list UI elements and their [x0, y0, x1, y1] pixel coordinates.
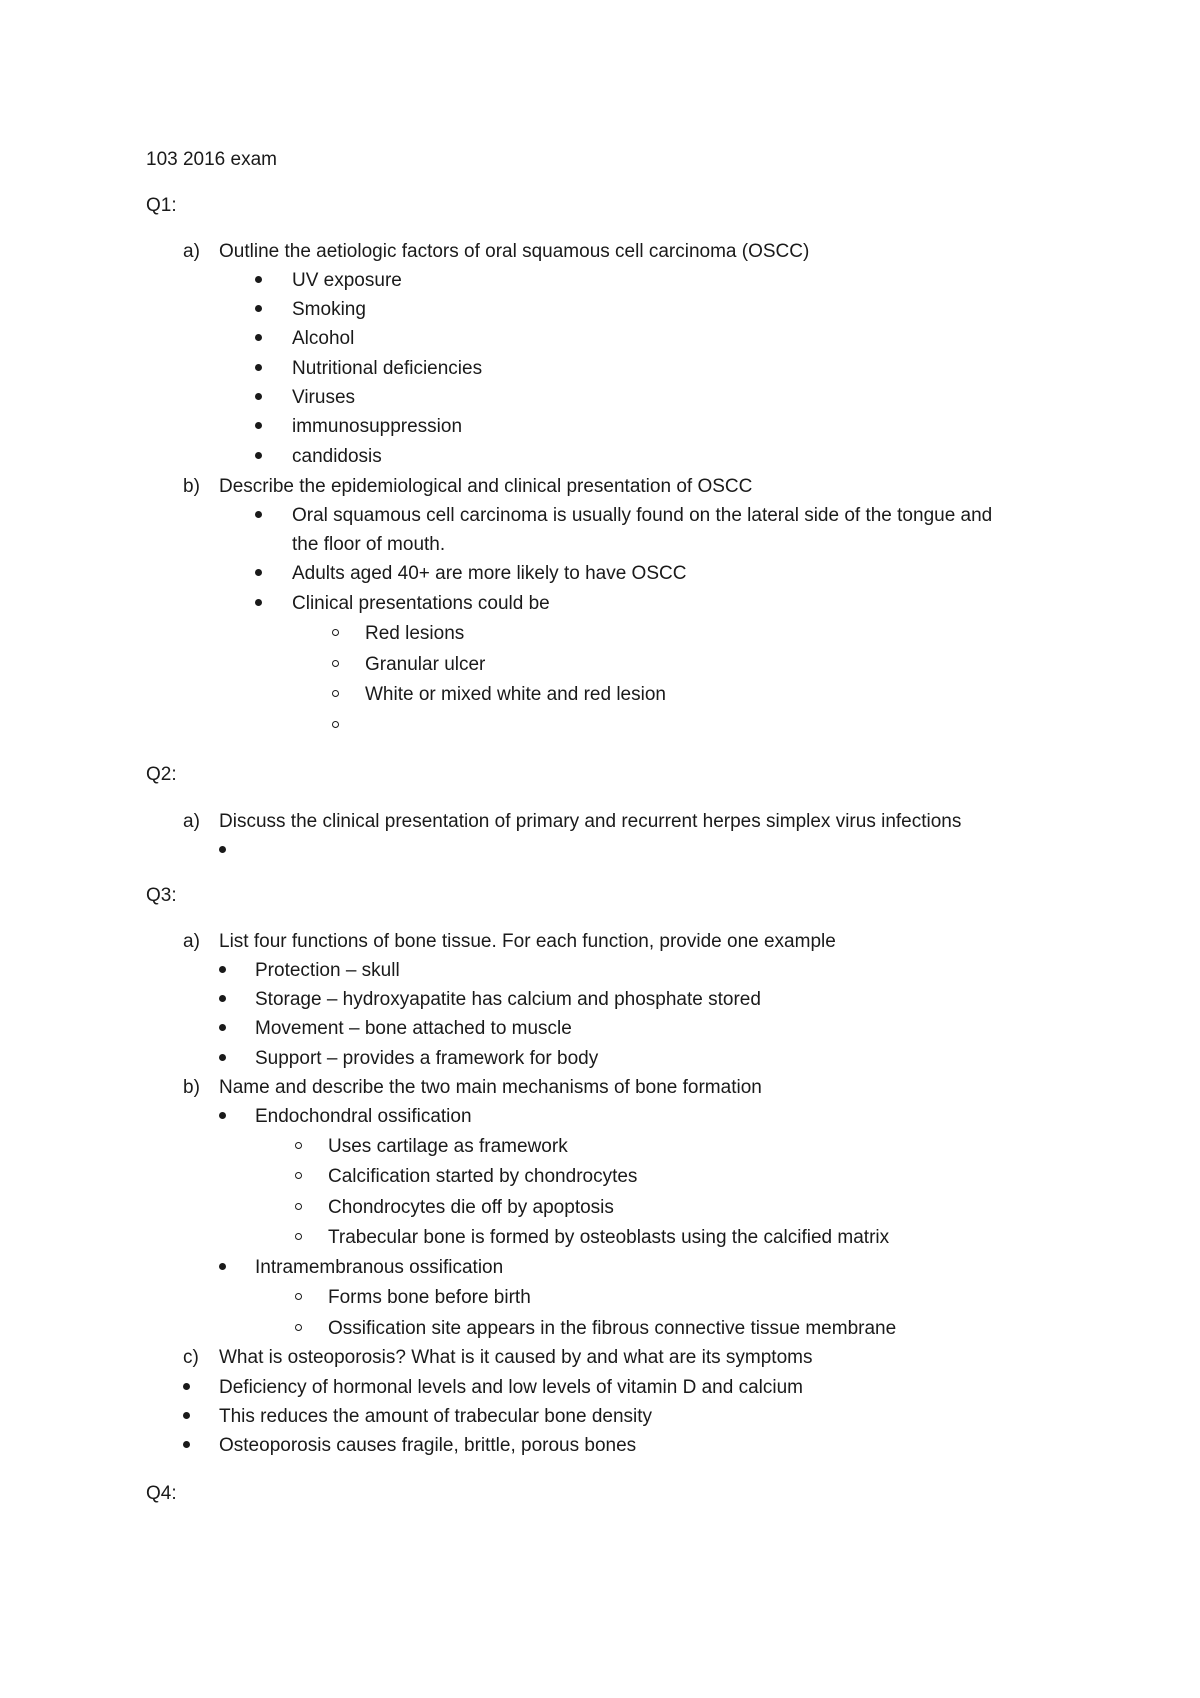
- list-item: Support – provides a framework for body: [255, 1048, 599, 1069]
- sub-list-item: Granular ulcer: [365, 654, 486, 675]
- q1b-marker: b): [183, 476, 200, 497]
- list-item: Intramembranous ossification: [255, 1257, 504, 1278]
- list-item: Osteoporosis causes fragile, brittle, porous bones: [219, 1435, 637, 1456]
- q3a-marker: a): [183, 931, 200, 952]
- list-item: candidosis: [292, 446, 382, 467]
- circle-bullet-icon: [295, 1135, 302, 1159]
- bullet-icon: [255, 327, 262, 351]
- q2a-text: Discuss the clinical presentation of primary and recurrent herpes simplex virus infections: [219, 811, 962, 832]
- bullet-icon: [183, 1376, 190, 1400]
- q1a-text: Outline the aetiologic factors of oral squamous cell carcinoma (OSCC): [219, 241, 810, 262]
- bullet-icon: [255, 386, 262, 410]
- bullet-icon: [219, 988, 226, 1012]
- bullet-icon: [255, 298, 262, 322]
- sub-list-item: Red lesions: [365, 623, 465, 644]
- q1-heading: Q1:: [146, 195, 177, 216]
- circle-bullet-icon: [332, 622, 339, 646]
- list-item: Adults aged 40+ are more likely to have OSCC: [292, 563, 687, 584]
- circle-bullet-icon: [295, 1196, 302, 1220]
- list-item: Protection – skull: [255, 960, 400, 981]
- q2a-marker: a): [183, 811, 200, 832]
- circle-bullet-icon: [295, 1317, 302, 1341]
- circle-bullet-icon: [295, 1226, 302, 1250]
- bullet-icon: [255, 269, 262, 293]
- bullet-icon: [183, 1434, 190, 1458]
- bullet-icon: [219, 959, 226, 983]
- circle-bullet-icon: [332, 653, 339, 677]
- list-item: Endochondral ossification: [255, 1106, 472, 1127]
- bullet-icon: [219, 1047, 226, 1071]
- list-item: Viruses: [292, 387, 356, 408]
- bullet-icon: [219, 1017, 226, 1041]
- bullet-icon: [219, 839, 226, 863]
- list-item: Smoking: [292, 299, 366, 320]
- sub-list-item: Forms bone before birth: [328, 1287, 531, 1308]
- sub-list-item: Trabecular bone is formed by osteoblasts using the calcified matrix: [328, 1227, 890, 1248]
- sub-list-item: White or mixed white and red lesion: [365, 684, 666, 705]
- list-item: Alcohol: [292, 328, 355, 349]
- bullet-icon: [183, 1405, 190, 1429]
- q3b-marker: b): [183, 1077, 200, 1098]
- q3-heading: Q3:: [146, 885, 177, 906]
- q4-heading: Q4:: [146, 1483, 177, 1504]
- list-item-continuation: the floor of mouth.: [292, 534, 446, 555]
- list-item: Oral squamous cell carcinoma is usually found on the lateral side of the tongue and: [292, 505, 993, 526]
- bullet-icon: [255, 562, 262, 586]
- q3c-text: What is osteoporosis? What is it caused by and what are its symptoms: [219, 1347, 813, 1368]
- list-item: Movement – bone attached to muscle: [255, 1018, 572, 1039]
- bullet-icon: [255, 445, 262, 469]
- list-item: Nutritional deficiencies: [292, 358, 483, 379]
- bullet-icon: [255, 357, 262, 381]
- sub-list-item: Calcification started by chondrocytes: [328, 1166, 638, 1187]
- circle-bullet-icon: [332, 714, 339, 738]
- bullet-icon: [219, 1256, 226, 1280]
- q3b-text: Name and describe the two main mechanisms of bone formation: [219, 1077, 762, 1098]
- bullet-icon: [255, 504, 262, 528]
- list-item: Clinical presentations could be: [292, 593, 550, 614]
- doc-title: 103 2016 exam: [146, 149, 277, 170]
- q3a-text: List four functions of bone tissue. For each function, provide one example: [219, 931, 836, 952]
- sub-list-item: Chondrocytes die off by apoptosis: [328, 1197, 614, 1218]
- list-item: Deficiency of hormonal levels and low levels of vitamin D and calcium: [219, 1377, 803, 1398]
- list-item: UV exposure: [292, 270, 402, 291]
- bullet-icon: [219, 1105, 226, 1129]
- list-item: Storage – hydroxyapatite has calcium and phosphate stored: [255, 989, 761, 1010]
- bullet-icon: [255, 415, 262, 439]
- q3c-marker: c): [183, 1347, 199, 1368]
- sub-list-item: Uses cartilage as framework: [328, 1136, 568, 1157]
- circle-bullet-icon: [295, 1165, 302, 1189]
- circle-bullet-icon: [332, 683, 339, 707]
- bullet-icon: [255, 592, 262, 616]
- q1a-marker: a): [183, 241, 200, 262]
- circle-bullet-icon: [295, 1286, 302, 1310]
- list-item: immunosuppression: [292, 416, 463, 437]
- q2-heading: Q2:: [146, 764, 177, 785]
- sub-list-item: Ossification site appears in the fibrous connective tissue membrane: [328, 1318, 897, 1339]
- q1b-text: Describe the epidemiological and clinical presentation of OSCC: [219, 476, 753, 497]
- list-item: This reduces the amount of trabecular bone density: [219, 1406, 653, 1427]
